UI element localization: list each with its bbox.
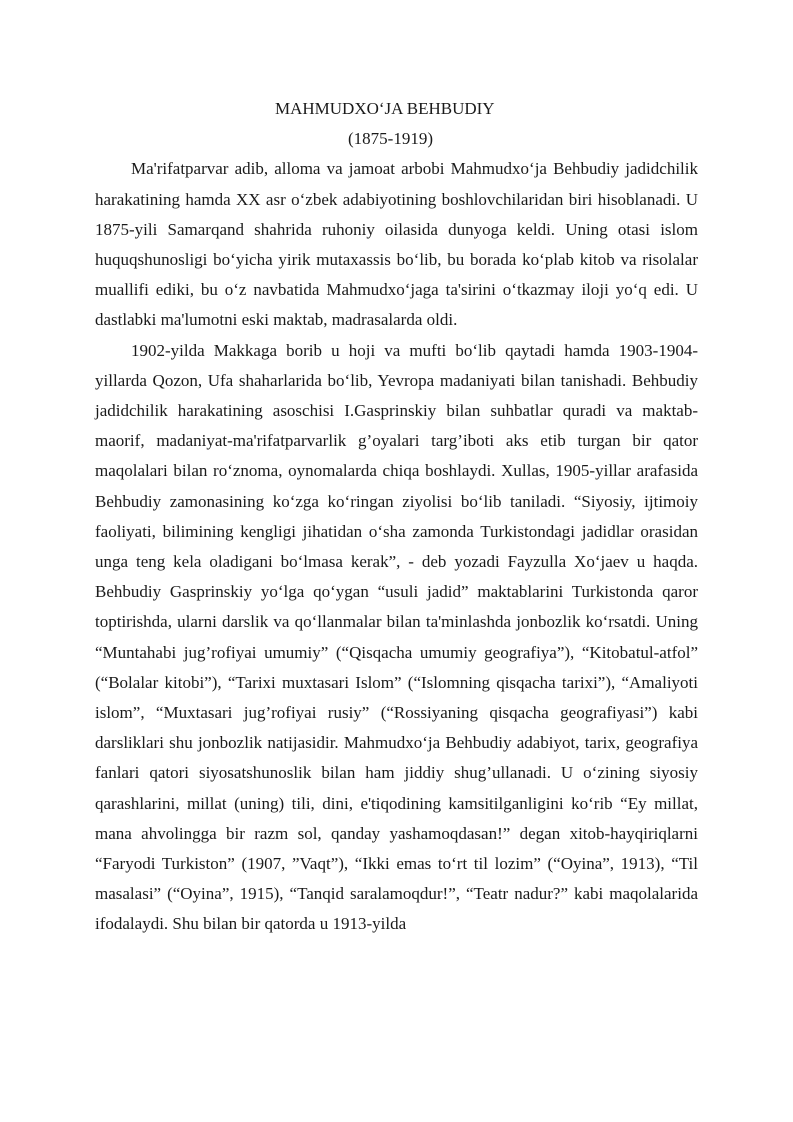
paragraph-2: 1902-yilda Makkaga borib u hoji va mufti bo‘lib qaytadi hamda 1903-1904-yillarda Qozon, Ufa shaharlarida bo‘lib, Yevropa madaniyati bilan tanishadi. Behbudiy jadidchilik harakatining asoschisi I.Gasprinskiy bilan suhbatlar quradi va maktab-maorif, madaniyat-ma'rifatparvarlik g’oyalari targ’iboti aks etib turgan bir qator maqolalari bilan ro‘znoma, oynomalarda chiqa boshlaydi. Xullas, 1905-yillar arafasida Behbudiy zamonasining ko‘zga ko‘ringan ziyolisi bo‘lib taniladi. “Siyosiy, ijtimoiy faoliyati, bilimining kengligi jihatidan o‘sha zamonda Turkistondagi jadidlar orasidan unga teng kela oladigani bo‘lmasa kerak”, - deb yozadi Fayzulla Xo‘jaev u haqda. Behbudiy Gasprinskiy yo‘lga qo‘ygan “usuli jadid” maktablarini Turkistonda qaror toptirishda, ularni darslik va qo‘llanmalar bilan ta'minlashda jonbozlik ko‘rsatdi. Uning “Muntahabi jug’rofiyai umumiy” (“Qisqacha umumiy geografiya”), “Kitobatul-atfol” (“Bolalar kitobi”), “Tarixi muxtasari Islom” (“Islomning qisqacha tarixi”), “Amaliyoti islom”, “Muxtasari jug’rofiyai rusiy” (“Rossiyaning qisqacha geografiyasi”) kabi darsliklari shu jonbozlik natijasidir. Mahmudxo‘ja Behbudiy adabiyot, tarix, geografiya fanlari qatori siyosatshunoslik bilan ham jiddiy shug’ullanadi. U o‘zining siyosiy qarashlarini, millat (uning) tili, dini, e'tiqodining kamsitilganligini ko‘rib “Ey millat, mana ahvolingga bir razm sol, qanday yashamoqdasan!” degan xitob-hayqiriqlarni “Faryodi Turkiston” (1907, ”Vaqt”), “Ikki emas to‘rt til lozim” (“Oyina”, 1913), “Til masalasi” (“Oyina”, 1915), “Tanqid saralamoqdur!”, “Teatr nadur?” kabi maqolalarida ifodalaydi. Shu bilan bir qatorda u 1913-yilda xyxy=(95,340,698,934)
document-page xyxy=(95,94,698,940)
document-years: (1875-1919) xyxy=(348,129,433,149)
document-title: MAHMUDXO‘JA BEHBUDIY xyxy=(275,99,495,118)
paragraph-1: Ma'rifatparvar adib, alloma va jamoat arbobi Mahmudxo‘ja Behbudiy jadidchilik harakatining hamda XX asr o‘zbek adabiyotining boshlovchilaridan biri hisoblanadi. U 1875-yili Samarqand shahrida ruhoniy oilasida dunyoga keldi. Uning otasi islom huquqshunosligi bo‘yicha yirik mutaxassis bo‘lib, bu borada ko‘plab kitob va risolalar muallifi ediki, bu o‘z navbatida Mahmudxo‘jaga ta'sirini o‘tkazmay iloji yo‘q edi. U dastlabki ma'lumotni eski maktab, madrasalarda oldi. xyxy=(95,159,698,330)
